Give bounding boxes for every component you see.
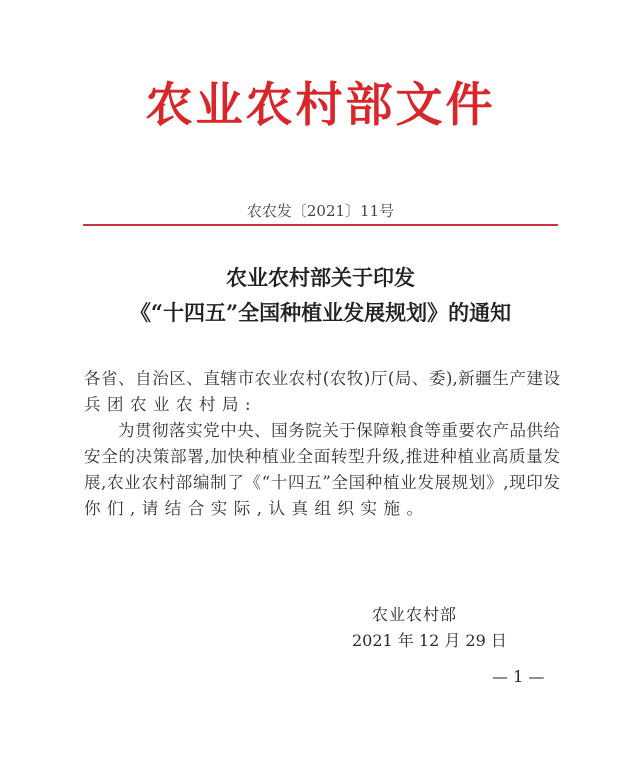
red-divider-line [83, 224, 558, 226]
body-line: 兵团农业农村局: [84, 395, 258, 414]
body-line: 为贯彻落实党中央、国务院关于保障粮食等重要农产品供给 [118, 421, 560, 440]
body-line: 各省、自治区、直辖市农业农村(农牧)厅(局、委),新疆生产建设 [84, 369, 560, 388]
document-number: 农农发〔2021〕11号 [246, 202, 395, 220]
page-number: — 1 — [492, 667, 545, 686]
notice-title-line-1: 农业农村部关于印发 [226, 265, 415, 290]
body-line: 展,农业农村部编制了《“十四五”全国种植业发展规划》,现印发 [84, 473, 560, 492]
signature-date: 2021 年 12 月 29 日 [352, 631, 507, 650]
body-line: 你们,请结合实际,认真组织实施。 [84, 499, 430, 518]
document-issuer-header: 农业农村部文件 [145, 78, 496, 133]
signature-org: 农业农村部 [372, 605, 458, 624]
body-line: 安全的决策部署,加快种植业全面转型升级,推进种植业高质量发 [84, 447, 560, 466]
notice-title-line-2: 《“十四五”全国种植业发展规划》的通知 [129, 300, 512, 325]
